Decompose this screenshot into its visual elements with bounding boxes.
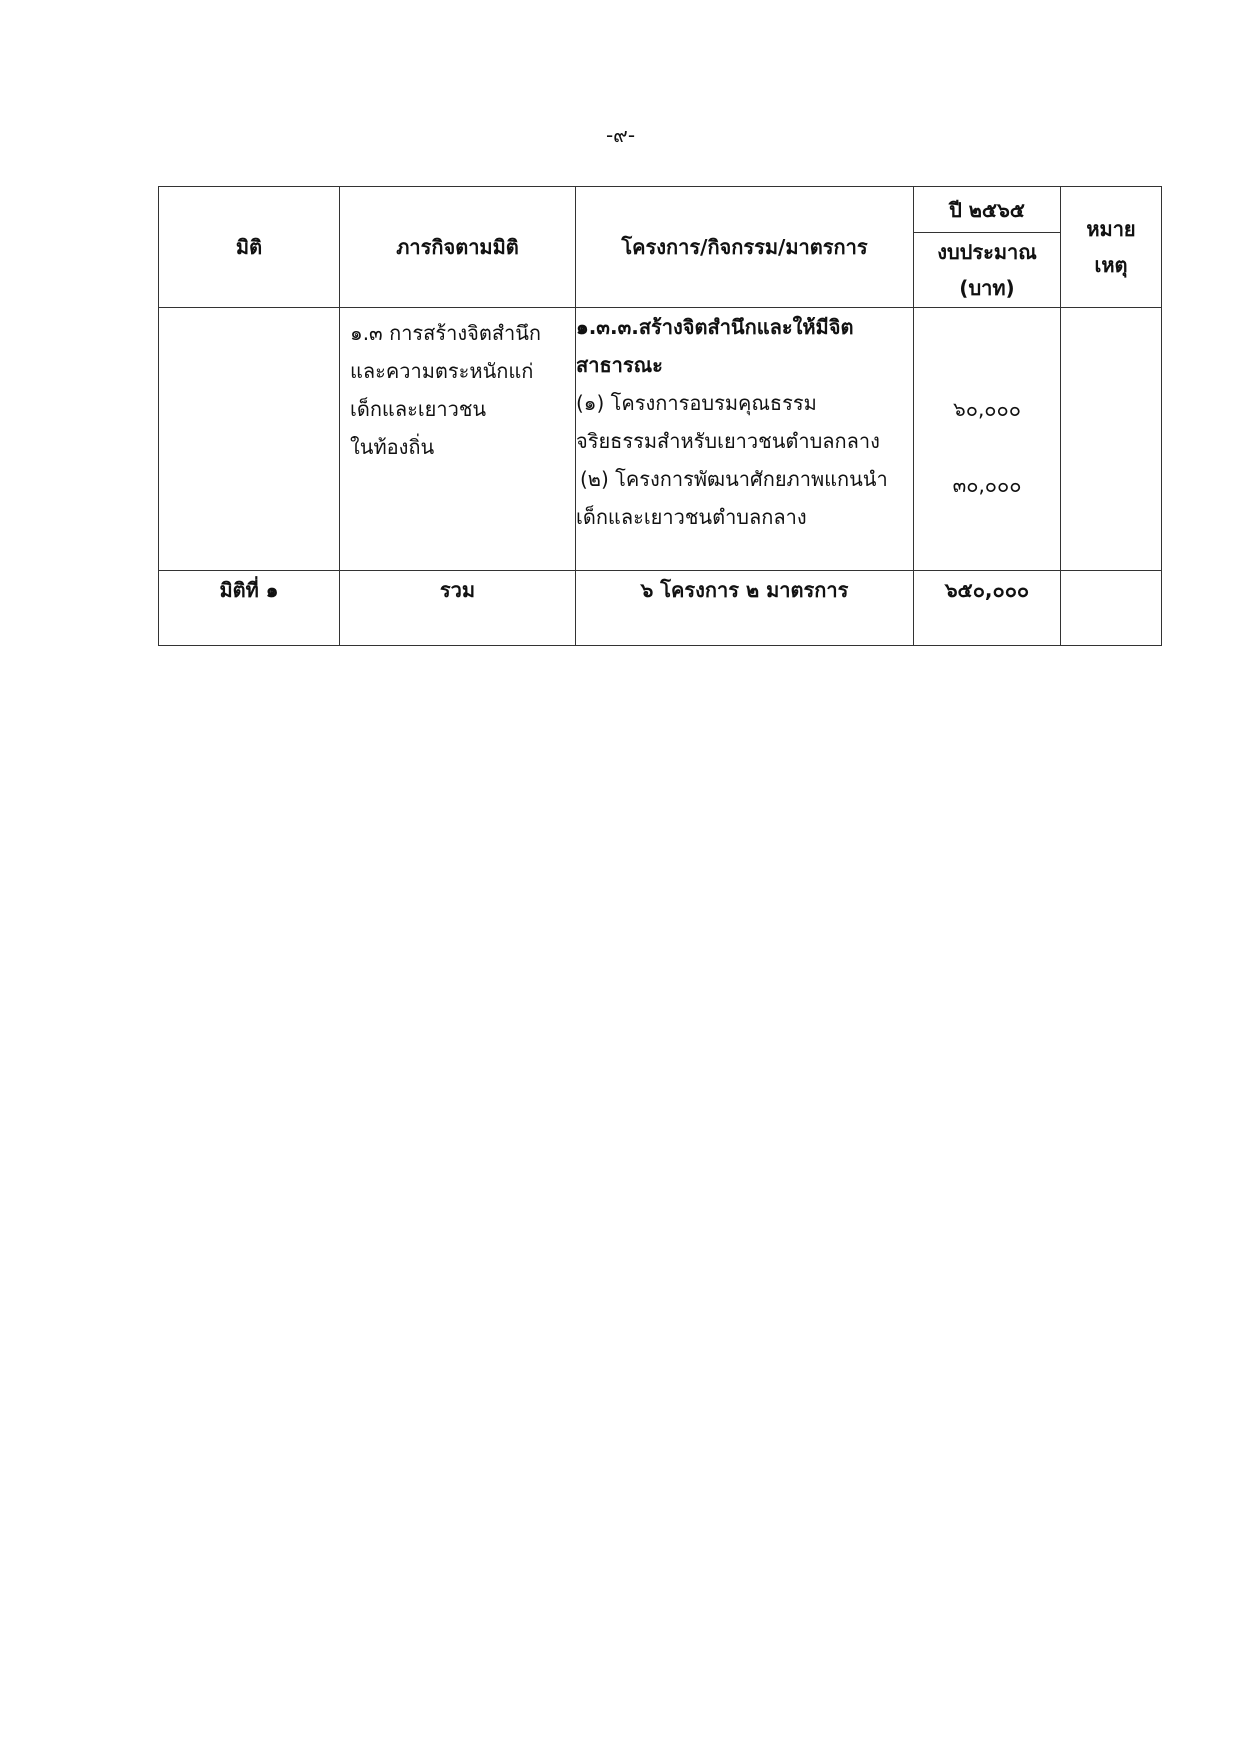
budget-amounts	[914, 308, 1060, 504]
mission-line: ๑.๓ การสร้างจิตสำนึก	[350, 321, 542, 345]
cell-mission	[340, 308, 576, 571]
cell-budget	[914, 308, 1061, 571]
total-budget: ๖๕๐,๐๐๐	[914, 571, 1061, 646]
budget-value: ๖๐,๐๐๐	[953, 397, 1021, 421]
project-item-line: (๑) โครงการอบรมคุณธรรม	[576, 391, 817, 415]
total-row	[159, 571, 1162, 646]
project-heading-line: สาธารณะ	[576, 353, 663, 377]
cell-remark	[1061, 308, 1162, 571]
header-dimension: มิติ	[159, 187, 340, 308]
cell-dimension	[159, 308, 340, 571]
header-remark	[1061, 187, 1162, 308]
mission-text	[340, 308, 575, 466]
total-dimension: มิติที่ ๑	[159, 571, 340, 646]
header-mission: ภารกิจตามมิติ	[340, 187, 576, 308]
budget-spacer	[914, 428, 1060, 466]
project-item-line: (๒) โครงการพัฒนาศักยภาพแกนนำ	[580, 467, 888, 491]
page-number: -๙-	[605, 123, 636, 147]
mission-line: เด็กและเยาวชน	[350, 397, 487, 421]
total-remark	[1061, 571, 1162, 646]
header-remark-line2: เหตุ	[1094, 253, 1128, 277]
budget-plan-table	[158, 186, 1162, 646]
mission-line: และความตระหนักแก่	[350, 359, 534, 383]
mission-line: ในท้องถิ่น	[350, 435, 435, 459]
header-budget-line1: งบประมาณ	[937, 240, 1037, 264]
table-row	[159, 308, 1162, 571]
cell-project	[576, 308, 914, 571]
header-budget-line2: (บาท)	[959, 276, 1015, 300]
budget-value: ๓๐,๐๐๐	[952, 473, 1022, 497]
header-remark-line1: หมาย	[1086, 217, 1136, 241]
total-mission: รวม	[340, 571, 576, 646]
total-project: ๖ โครงการ ๒ มาตรการ	[576, 571, 914, 646]
project-item-line: เด็กและเยาวชนตำบลกลาง	[576, 505, 807, 529]
header-budget	[914, 233, 1061, 308]
project-item-line: จริยธรรมสำหรับเยาวชนตำบลกลาง	[576, 429, 880, 453]
project-heading-line: ๑.๓.๓.สร้างจิตสำนึกและให้มีจิต	[576, 315, 854, 339]
header-row-top	[159, 187, 1162, 233]
header-year: ปี ๒๕๖๕	[914, 187, 1061, 233]
header-project: โครงการ/กิจกรรม/มาตรการ	[576, 187, 914, 308]
